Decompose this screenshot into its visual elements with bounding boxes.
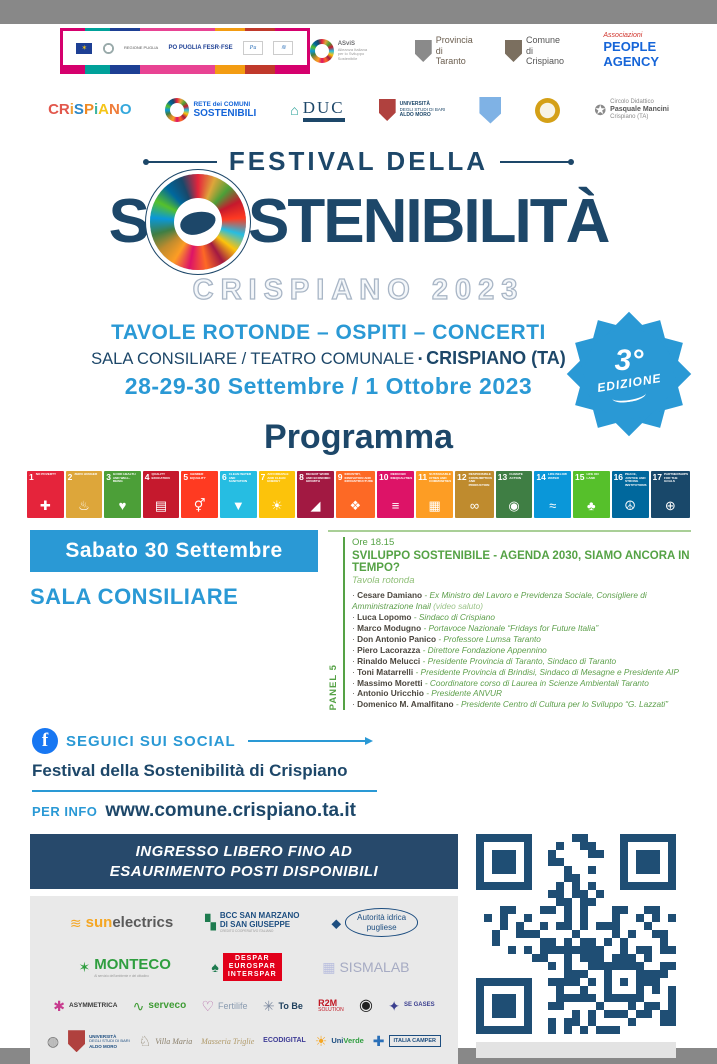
sponsor-sunelectrics: ≋ sunelectrics (69, 913, 174, 931)
sponsor-fertilife-icon: ♡ (201, 997, 215, 1014)
per-info-label: PER INFO (32, 804, 98, 820)
sponsor-asymmetrica: ✱ ASYMMETRICA (53, 997, 118, 1014)
sdg-8-icon: ◢ (310, 498, 321, 513)
asvis-logo: ASviS Alleanza Italiana per lo Sviluppo Sostenibile (310, 39, 385, 63)
sponsor-ecodigital: ECODIGITAL (263, 1037, 306, 1045)
sdg-7-tile: 7 AFFORDABLE AND CLEAN ENERGY ☀ (259, 471, 296, 518)
sdg-12-icon: ∞ (469, 498, 480, 513)
panel-time: Ore 18.15 (352, 537, 395, 548)
footer-right (476, 834, 691, 1064)
sdg-1-icon: ✚ (39, 498, 51, 513)
info-city: CRISPIANO (TA) (426, 348, 566, 368)
panel-label: PANEL 5 (328, 664, 339, 711)
sdg-5-tile: 5 GENDER EQUALITY ⚥ (181, 471, 218, 518)
header-logo-row-2 (0, 90, 717, 130)
qr-code (476, 834, 676, 1034)
sponsor-villa-maria-icon: ♘ (138, 1033, 152, 1050)
panel-subtitle: Tavola rotonda (352, 575, 415, 586)
sdg-2-tile: 2 ZERO HUNGER ♨ (66, 471, 103, 518)
rete-comuni-sostenibili-logo-icon (165, 98, 189, 122)
duc-logo: ⌂ DUC (290, 98, 344, 123)
day-column (30, 530, 318, 710)
circolo-didattico-logo: ✪ Circolo Didattico Pasquale Mancini Crispiano (TA) (594, 99, 669, 121)
title-kicker: FESTIVAL DELLA (228, 146, 489, 176)
main-title (0, 173, 717, 271)
title-subtitle: CRISPIANO 2023 (192, 274, 525, 306)
sdg-5-icon: ⚥ (193, 498, 206, 513)
provincia-taranto-logo-icon (415, 40, 432, 62)
sdg-15-icon: ♣ (587, 498, 596, 513)
sdg-16-tile: 16 PEACE, JUSTICE AND STRONG INSTITUTIONS ☮ (612, 471, 649, 518)
sdg-3-tile: 3 GOOD HEALTH AND WELL-BEING ♥ (104, 471, 141, 518)
sponsor-autorita-idrica-pugliese: ⬥ Autorità idrica pugliese (331, 908, 418, 936)
sponsor-monteco-icon: ✶ (78, 959, 91, 976)
gold-emblem-logo-icon (535, 98, 560, 123)
sponsor-serveco: ∿ serveco (132, 997, 187, 1014)
sponsor-sismalab-icon: ▦ (322, 959, 336, 976)
sponsor-sunelectrics-icon: ≋ (69, 914, 82, 931)
sponsors-box (30, 896, 458, 1064)
title-word-start: S (108, 187, 149, 256)
facebook-page-name: Festival della Sostenibilità di Crispiano (32, 761, 348, 781)
sponsor-italia-camper-icon: ✚ (372, 1033, 385, 1050)
sdg-wheel-icon (150, 174, 246, 270)
sdg-6-icon: ▼ (231, 498, 245, 513)
day-banner: Sabato 30 Settembre (30, 530, 318, 572)
sponsor-asymmetrica-icon: ✱ (53, 997, 65, 1014)
uniba-logo-icon (379, 99, 396, 121)
sdg-10-tile: 10 REDUCED INEQUALITIES ≡ (377, 471, 414, 518)
sdg-9-tile: 9 INDUSTRY, INNOVATION AND INFRASTRUCTURE ❖ (336, 471, 375, 518)
program-title: Programma (264, 418, 453, 456)
sdg-6-tile: 6 CLEAN WATER AND SANITATION ▼ (220, 471, 257, 518)
kicker-rule-left (145, 161, 217, 163)
duc-logo-icon: ⌂ (290, 101, 299, 118)
uniba-logo: UNIVERSITÀ DEGLI STUDI DI BARI ALDO MORO (379, 99, 446, 121)
sponsor-row-1 (38, 908, 450, 936)
regione-puglia-label: REGIONE PUGLIA (123, 44, 159, 50)
sdg-11-tile: 11 SUSTAINABLE CITIES AND COMMUNITIES ▦ (416, 471, 453, 518)
sponsor-se-gases: ✦ SE GASES (388, 997, 435, 1014)
sdg-14-tile: 14 LIFE BELOW WATER ≈ (534, 471, 571, 518)
follow-label: SEGUICI SUI SOCIAL (66, 732, 236, 750)
sponsor-italia-camper: ✚ ITALIA CAMPER (373, 1034, 441, 1048)
sdg-11-icon: ▦ (428, 498, 441, 513)
panel-divider-line (343, 537, 345, 710)
panel-5 (328, 530, 691, 710)
speaker-item: · Antonio Uricchio - Presidente ANVUR (352, 688, 503, 699)
sponsor-row-4 (38, 1030, 450, 1052)
venue-label: SALA CONSILIARE (30, 584, 239, 609)
sdg-17-icon: ⊕ (664, 498, 676, 513)
speakers-list (352, 590, 691, 710)
sponsor-sismalab: ▦ SISMALAB (322, 959, 410, 976)
info-line-dates: 28-29-30 Settembre / 1 Ottobre 2023 (124, 373, 533, 399)
blue-shield-crest-logo (479, 97, 501, 124)
speaker-item: · Rinaldo Melucci - Presidente Provincia di Taranto, Sindaco di Taranto (352, 655, 617, 666)
eu-regione-puglia-banner (60, 28, 310, 74)
badge-number: 3° (614, 344, 644, 377)
sdg-14-icon: ≈ (549, 498, 557, 513)
circolo-didattico-logo-icon: ✪ (594, 101, 607, 118)
sponsor-univerde: ☀ UniVerde (314, 1033, 364, 1050)
sponsor-despar-group: ♠ DESPAR EUROSPAR INTERSPAR (211, 953, 281, 981)
sponsor-row-2 (38, 953, 450, 981)
sponsor-bcc-san-marzano: ▚ BCC SAN MARZANO DI SAN GIUSEPPE CREDITO COOPERATIVO ITALIANO (205, 910, 300, 934)
arrow-line-icon (248, 740, 366, 742)
sdg-9-icon: ❖ (349, 498, 362, 513)
badge-core (584, 329, 674, 419)
po-puglia-label: PO PUGLIA FESR·FSE (168, 45, 233, 51)
speaker-item: · Marco Modugno - Portavoce Nazionale “Fridays for Future Italia” (352, 622, 599, 633)
sdg-15-tile: 15 LIFE ON LAND ♣ (573, 471, 610, 518)
italy-emblem-icon (103, 43, 114, 54)
rete-comuni-sostenibili-logo: RETE dei COMUNI SOSTENIBILI (165, 98, 256, 122)
sponsor-university-seal-icon: ◍ (46, 1033, 60, 1050)
speaker-item: · Piero Lacorazza - Direttore Fondazione Appennino (352, 644, 547, 655)
blue-shield-crest-logo-icon (479, 97, 501, 124)
people-agency-logo: Associazioni PEOPLE AGENCY (603, 32, 660, 70)
info-url-row (32, 800, 377, 822)
qr-caption-strip (476, 1042, 676, 1058)
sdg-12-tile: 12 RESPONSIBLE CONSUMPTION AND PRODUCTION ∞ (455, 471, 494, 518)
sdg-icons-row (27, 471, 690, 518)
sponsor-to-be-icon: ✳ (262, 997, 275, 1014)
sponsor-university-seal (47, 1034, 59, 1048)
speaker-item: · Don Antonio Panico - Professore Lumsa Taranto (352, 633, 541, 644)
speaker-item: · Massimo Moretti - Coordinatore corso di Laurea in Scienze Ambientali Taranto (352, 677, 649, 688)
banner-line-2: ESAURIMENTO POSTI DISPONIBILI (109, 862, 379, 880)
social-section (32, 728, 377, 822)
sponsor-autorita-idrica-pugliese-icon: ⬥ (331, 914, 342, 931)
footer-left (30, 834, 458, 1064)
social-divider (32, 790, 377, 792)
sponsor-monteco: ✶ MONTECO Al servizio dell'ambiente e del cittadino (78, 956, 171, 978)
edition-badge (575, 320, 683, 428)
sponsor-knight-emblem-icon: ◉ (358, 996, 373, 1014)
banner-line-1: INGRESSO LIBERO FINO AD (135, 843, 353, 861)
gold-emblem-logo (535, 98, 560, 123)
sdg-13-icon: ◉ (508, 498, 520, 513)
sponsor-fertilife: ♡ Fertilife (201, 997, 248, 1014)
sdg-4-tile: 4 QUALITY EDUCATION ▤ (143, 471, 180, 518)
speaker-item: · Luca Lopomo - Sindaco di Crispiano (352, 611, 495, 622)
comune-crispiano-logo-icon (505, 40, 522, 62)
info-line-formats: TAVOLE ROTONDE – OSPITI – CONCERTI (111, 321, 546, 344)
festival-poster (0, 24, 717, 1048)
eu-flag-icon: ✶ (76, 43, 92, 54)
free-entry-banner (30, 834, 458, 889)
info-line-venues (30, 348, 627, 369)
info-venues: SALA CONSILIARE / TEATRO COMUNALE (91, 350, 415, 368)
sponsor-masseria-triglie: Masseria Triglie (201, 1036, 255, 1046)
panel-content (352, 537, 691, 710)
speaker-item: · Domenico M. Amalfitano - Presidente Centro di Cultura per lo Sviluppo “G. Lazzati” (352, 699, 669, 710)
sponsor-uniba: UNIVERSITÀ DEGLI STUDI DI BARI ALDO MORO (68, 1030, 130, 1052)
partner-card-logo: ≋ (273, 41, 293, 55)
puglia-map-icon (178, 208, 218, 237)
comune-crispiano-logo: Comune di Crispiano (505, 35, 573, 66)
sponsor-villa-maria: ♘ Villa Maria (138, 1033, 193, 1050)
speaker-item: · Toni Matarrelli - Presidente Provincia di Brindisi, Sindaco di Mesagne e Presidente AIP (352, 666, 679, 677)
sponsor-row-3 (38, 998, 450, 1014)
header-logo-row-1 (60, 24, 659, 78)
crispiano-logo: CRiSPiANO (48, 101, 132, 119)
badge-text: EDIZIONE (595, 371, 663, 395)
sdg-17-tile: 17 PARTNERSHIPS FOR THE GOALS ⊕ (651, 471, 690, 518)
sponsor-knight-emblem (359, 998, 373, 1014)
sdg-3-icon: ♥ (118, 498, 127, 513)
sdg-8-tile: 8 DECENT WORK AND ECONOMIC GROWTH ◢ (297, 471, 334, 518)
sponsor-serveco-icon: ∿ (132, 997, 145, 1014)
sponsor-to-be: ✳ To Be (262, 997, 303, 1014)
sdg-13-tile: 13 CLIMATE ACTION ◉ (496, 471, 533, 518)
sdg-16-icon: ☮ (624, 498, 636, 513)
speaker-item: · Cesare Damiano - Ex Ministro del Lavoro e Previdenza Sociale, Consigliere di Amministrazione Inail (video saluto) (352, 590, 647, 611)
sdg-1-tile: 1 NO POVERTY ✚ (27, 471, 64, 518)
website-url[interactable]: www.comune.crispiano.ta.it (105, 800, 356, 822)
program-content (30, 530, 691, 710)
sponsor-r2m-solution: R2M SOLUTION (318, 997, 344, 1014)
panel-title: SVILUPPO SOSTENIBILE - AGENDA 2030, SIAMO ANCORA IN TEMPO? (352, 550, 690, 574)
title-word-end: STENIBILITÀ (248, 187, 609, 256)
asvis-logo-icon (310, 39, 334, 63)
kicker-rule-right (500, 161, 572, 163)
sponsor-bcc-san-marzano-icon: ▚ (205, 914, 216, 931)
sdg-10-icon: ≡ (391, 498, 400, 513)
sponsor-uniba-icon (68, 1030, 85, 1052)
panel-rail (328, 537, 345, 710)
sdg-4-icon: ▤ (154, 498, 168, 513)
facebook-icon: f (32, 728, 58, 754)
sponsor-univerde-icon: ☀ (314, 1033, 328, 1050)
puglia-card-logo: Pu (243, 41, 263, 55)
provincia-taranto-logo: Provincia di Taranto (415, 35, 475, 66)
social-follow-row (32, 728, 377, 754)
sdg-2-icon: ♨ (78, 498, 90, 513)
sdg-7-icon: ☀ (271, 498, 283, 513)
square-bullet-icon: ▪ (418, 353, 423, 365)
footer-section (30, 834, 691, 1064)
sponsor-despar-group-icon: ♠ (211, 959, 219, 976)
sponsor-se-gases-icon: ✦ (388, 997, 400, 1014)
